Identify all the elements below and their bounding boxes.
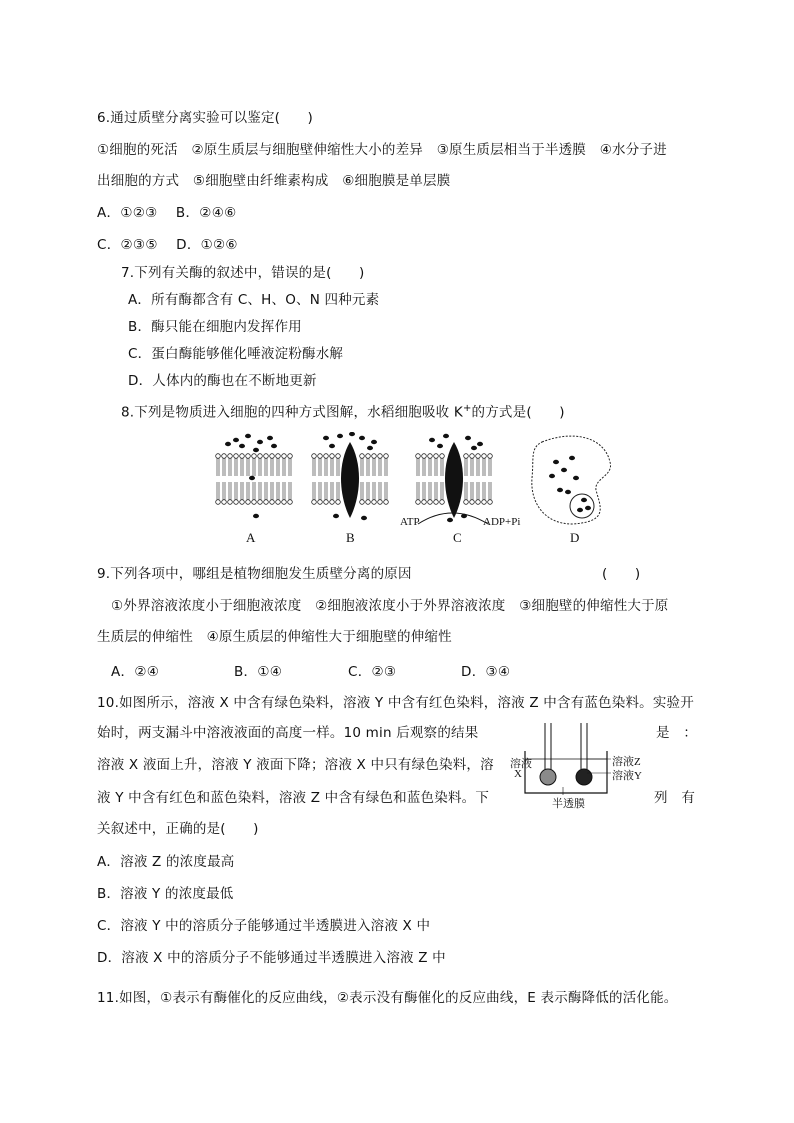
solute-molecule <box>549 474 555 478</box>
solute-molecule <box>443 434 449 438</box>
lipid-head <box>488 500 493 505</box>
solute-molecule <box>253 514 259 518</box>
lipid-head <box>234 454 239 459</box>
lipid-head <box>264 454 269 459</box>
solute-molecule <box>323 436 329 440</box>
solute-molecule <box>337 434 343 438</box>
solute-molecule <box>239 444 245 448</box>
lipid-head <box>482 500 487 505</box>
lipid-head <box>318 500 323 505</box>
lipid-head <box>252 500 257 505</box>
lipid-head <box>422 454 427 459</box>
q9-bracket: ( ) <box>602 566 641 582</box>
fig10-label-y: 溶液Y <box>612 770 642 782</box>
lipid-head <box>416 454 421 459</box>
lipid-head <box>336 454 341 459</box>
q6-options-cd: C．②③⑤ D．①②⑥ <box>97 237 238 253</box>
lipid-head <box>276 500 281 505</box>
solute-molecule <box>585 506 591 510</box>
solute-molecule <box>333 514 339 518</box>
lipid-head <box>312 454 317 459</box>
funnel-bulb <box>540 769 556 785</box>
solute-molecule <box>565 490 571 494</box>
q9-option-d: D．③④ <box>461 664 511 680</box>
lipid-head <box>288 500 293 505</box>
q10-line2-tail: 是 ： <box>656 725 698 741</box>
solute-molecule <box>249 476 255 480</box>
lipid-head <box>228 500 233 505</box>
solute-molecule <box>271 444 277 448</box>
lipid-head <box>312 500 317 505</box>
beaker <box>525 751 607 793</box>
q9-option-a: A．②④ <box>111 664 160 680</box>
fig-label-d: D <box>570 530 580 545</box>
q10-line1: 10.如图所示，溶液 X 中含有绿色染料，溶液 Y 中含有红色染料，溶液 Z 中含有蓝色染料。实验开 <box>97 695 694 711</box>
lipid-head <box>324 454 329 459</box>
solute-molecule <box>253 448 259 452</box>
carrier-protein-b <box>341 442 359 518</box>
lipid-head <box>234 500 239 505</box>
q6-stem: 6.通过质壁分离实验可以鉴定( ) <box>97 110 314 126</box>
lipid-head <box>470 500 475 505</box>
q9-option-c: C．②③ <box>348 664 397 680</box>
fig-label-b: B <box>346 530 355 545</box>
q8-stem-post: 的方式是( ) <box>471 404 565 421</box>
solute-molecule <box>257 440 263 444</box>
lipid-head <box>282 500 287 505</box>
solute-molecule <box>359 436 365 440</box>
vesicle <box>570 494 594 518</box>
lipid-head <box>222 500 227 505</box>
lipid-head <box>440 500 445 505</box>
solute-molecule <box>233 438 239 442</box>
q10-line4-tail: 列 有 <box>654 790 696 806</box>
lipid-head <box>372 500 377 505</box>
solute-molecule <box>447 518 453 522</box>
lipid-head <box>476 454 481 459</box>
q8-stem-sup: + <box>462 403 472 414</box>
solute-molecule <box>569 456 575 460</box>
atp-label: ATP <box>400 516 420 528</box>
lipid-head <box>416 500 421 505</box>
lipid-head <box>216 500 221 505</box>
solute-molecule <box>367 446 373 450</box>
q9-items-line2: 生质层的伸缩性 ④原生质层的伸缩性大于细胞壁的伸缩性 <box>97 629 452 645</box>
lipid-head <box>240 500 245 505</box>
lipid-head <box>288 454 293 459</box>
lipid-head <box>378 454 383 459</box>
solute-molecule <box>577 508 583 512</box>
lipid-head <box>336 500 341 505</box>
q11-stem: 11.如图，①表示有酶催化的反应曲线，②表示没有酶催化的反应曲线，E 表示酶降低的活化能。 <box>97 990 678 1006</box>
q7-option-d: D．人体内的酶也在不断地更新 <box>128 373 317 389</box>
lipid-head <box>228 454 233 459</box>
solute-molecule <box>437 444 443 448</box>
lipid-head <box>270 500 275 505</box>
lipid-head <box>428 454 433 459</box>
q7-stem: 7.下列有关酶的叙述中，错误的是( ) <box>121 265 365 281</box>
lipid-head <box>366 500 371 505</box>
solute-molecule <box>361 516 367 520</box>
solute-molecule <box>581 498 587 502</box>
lipid-head <box>258 500 263 505</box>
lipid-head <box>488 454 493 459</box>
q6-items-line1: ①细胞的死活 ②原生质层与细胞壁伸缩性大小的差异 ③原生质层相当于半透膜 ④水分子进 <box>97 142 667 158</box>
lipid-head <box>270 454 275 459</box>
lipid-head <box>440 454 445 459</box>
q10-line5: 关叙述中，正确的是( ) <box>97 821 259 837</box>
q6-options-ab: A．①②③ B．②④⑥ <box>97 205 237 221</box>
lipid-head <box>282 454 287 459</box>
solute-molecule <box>267 436 273 440</box>
solute-molecule <box>477 442 483 446</box>
solute-molecule <box>561 468 567 472</box>
q7-option-b: B．酶只能在细胞内发挥作用 <box>128 319 302 335</box>
q10-line4: 液 Y 中含有红色和蓝色染料，溶液 Z 中含有绿色和蓝色染料。下 <box>97 790 490 806</box>
solute-molecule <box>329 444 335 448</box>
lipid-head <box>372 454 377 459</box>
lipid-head <box>384 454 389 459</box>
lipid-head <box>252 454 257 459</box>
solute-molecule <box>557 488 563 492</box>
lipid-head <box>422 500 427 505</box>
solute-molecule <box>349 432 355 436</box>
solute-molecule <box>245 434 251 438</box>
fig-label-c: C <box>453 530 462 545</box>
solute-molecule <box>471 446 477 450</box>
lipid-head <box>330 454 335 459</box>
q6-items-line2: 出细胞的方式 ⑤细胞壁由纤维素构成 ⑥细胞膜是单层膜 <box>97 173 451 189</box>
lipid-head <box>330 500 335 505</box>
fig10-label-membrane: 半透膜 <box>552 798 585 810</box>
q10-line2: 始时，两支漏斗中溶液液面的高度一样。10 min 后观察的结果 <box>97 725 479 741</box>
lipid-head <box>276 454 281 459</box>
solute-molecule <box>429 438 435 442</box>
solute-molecule <box>553 460 559 464</box>
lipid-head <box>464 500 469 505</box>
lipid-head <box>264 500 269 505</box>
carrier-protein-c <box>445 442 463 518</box>
fig10-label-x2: X <box>514 768 522 780</box>
adp-label: ADP+Pi <box>483 516 521 528</box>
lipid-head <box>366 454 371 459</box>
lipid-head <box>482 454 487 459</box>
lipid-head <box>434 500 439 505</box>
lipid-head <box>470 454 475 459</box>
fig10-label-z: 溶液Z <box>612 756 641 768</box>
lipid-head <box>324 500 329 505</box>
lipid-head <box>378 500 383 505</box>
transport-figure <box>212 432 632 527</box>
solute-molecule <box>465 436 471 440</box>
q8-stem-pre: 8.下列是物质进入细胞的四种方式图解，水稻细胞吸收 K <box>121 404 463 421</box>
q10-option-a: A．溶液 Z 的浓度最高 <box>97 854 235 870</box>
lipid-head <box>246 500 251 505</box>
lipid-head <box>464 454 469 459</box>
q8-stem <box>121 399 565 423</box>
lipid-head <box>246 454 251 459</box>
lipid-head <box>428 500 433 505</box>
q10-option-c: C．溶液 Y 中的溶质分子能够通过半透膜进入溶液 X 中 <box>97 918 431 934</box>
funnel-bulb <box>576 769 592 785</box>
lipid-head <box>384 500 389 505</box>
q10-option-d: D．溶液 X 中的溶质分子不能够通过半透膜进入溶液 Z 中 <box>97 950 446 966</box>
solute-molecule <box>371 440 377 444</box>
lipid-head <box>360 500 365 505</box>
q10-option-b: B．溶液 Y 的浓度最低 <box>97 886 234 902</box>
lipid-head <box>240 454 245 459</box>
lipid-head <box>216 454 221 459</box>
lipid-head <box>434 454 439 459</box>
q7-option-a: A．所有酶都含有 C、H、O、N 四种元素 <box>128 292 380 308</box>
solute-molecule <box>573 476 579 480</box>
lipid-head <box>222 454 227 459</box>
solute-molecule <box>225 442 231 446</box>
q10-line3: 溶液 X 液面上升，溶液 Y 液面下降；溶液 X 中只有绿色染料，溶 <box>97 757 494 773</box>
fig10-label-x1: 溶液 <box>510 758 532 770</box>
q9-option-b: B．①④ <box>234 664 283 680</box>
q7-option-c: C．蛋白酶能够催化唾液淀粉酶水解 <box>128 346 344 362</box>
lipid-head <box>318 454 323 459</box>
lipid-head <box>258 454 263 459</box>
q9-stem: 9.下列各项中，哪组是植物细胞发生质壁分离的原因 <box>97 566 412 582</box>
lipid-head <box>476 500 481 505</box>
q9-items-line1: ①外界溶液浓度小于细胞液浓度 ②细胞液浓度小于外界溶液浓度 ③细胞壁的伸缩性大于原 <box>111 598 669 614</box>
lipid-head <box>360 454 365 459</box>
fig-label-a: A <box>246 530 256 545</box>
